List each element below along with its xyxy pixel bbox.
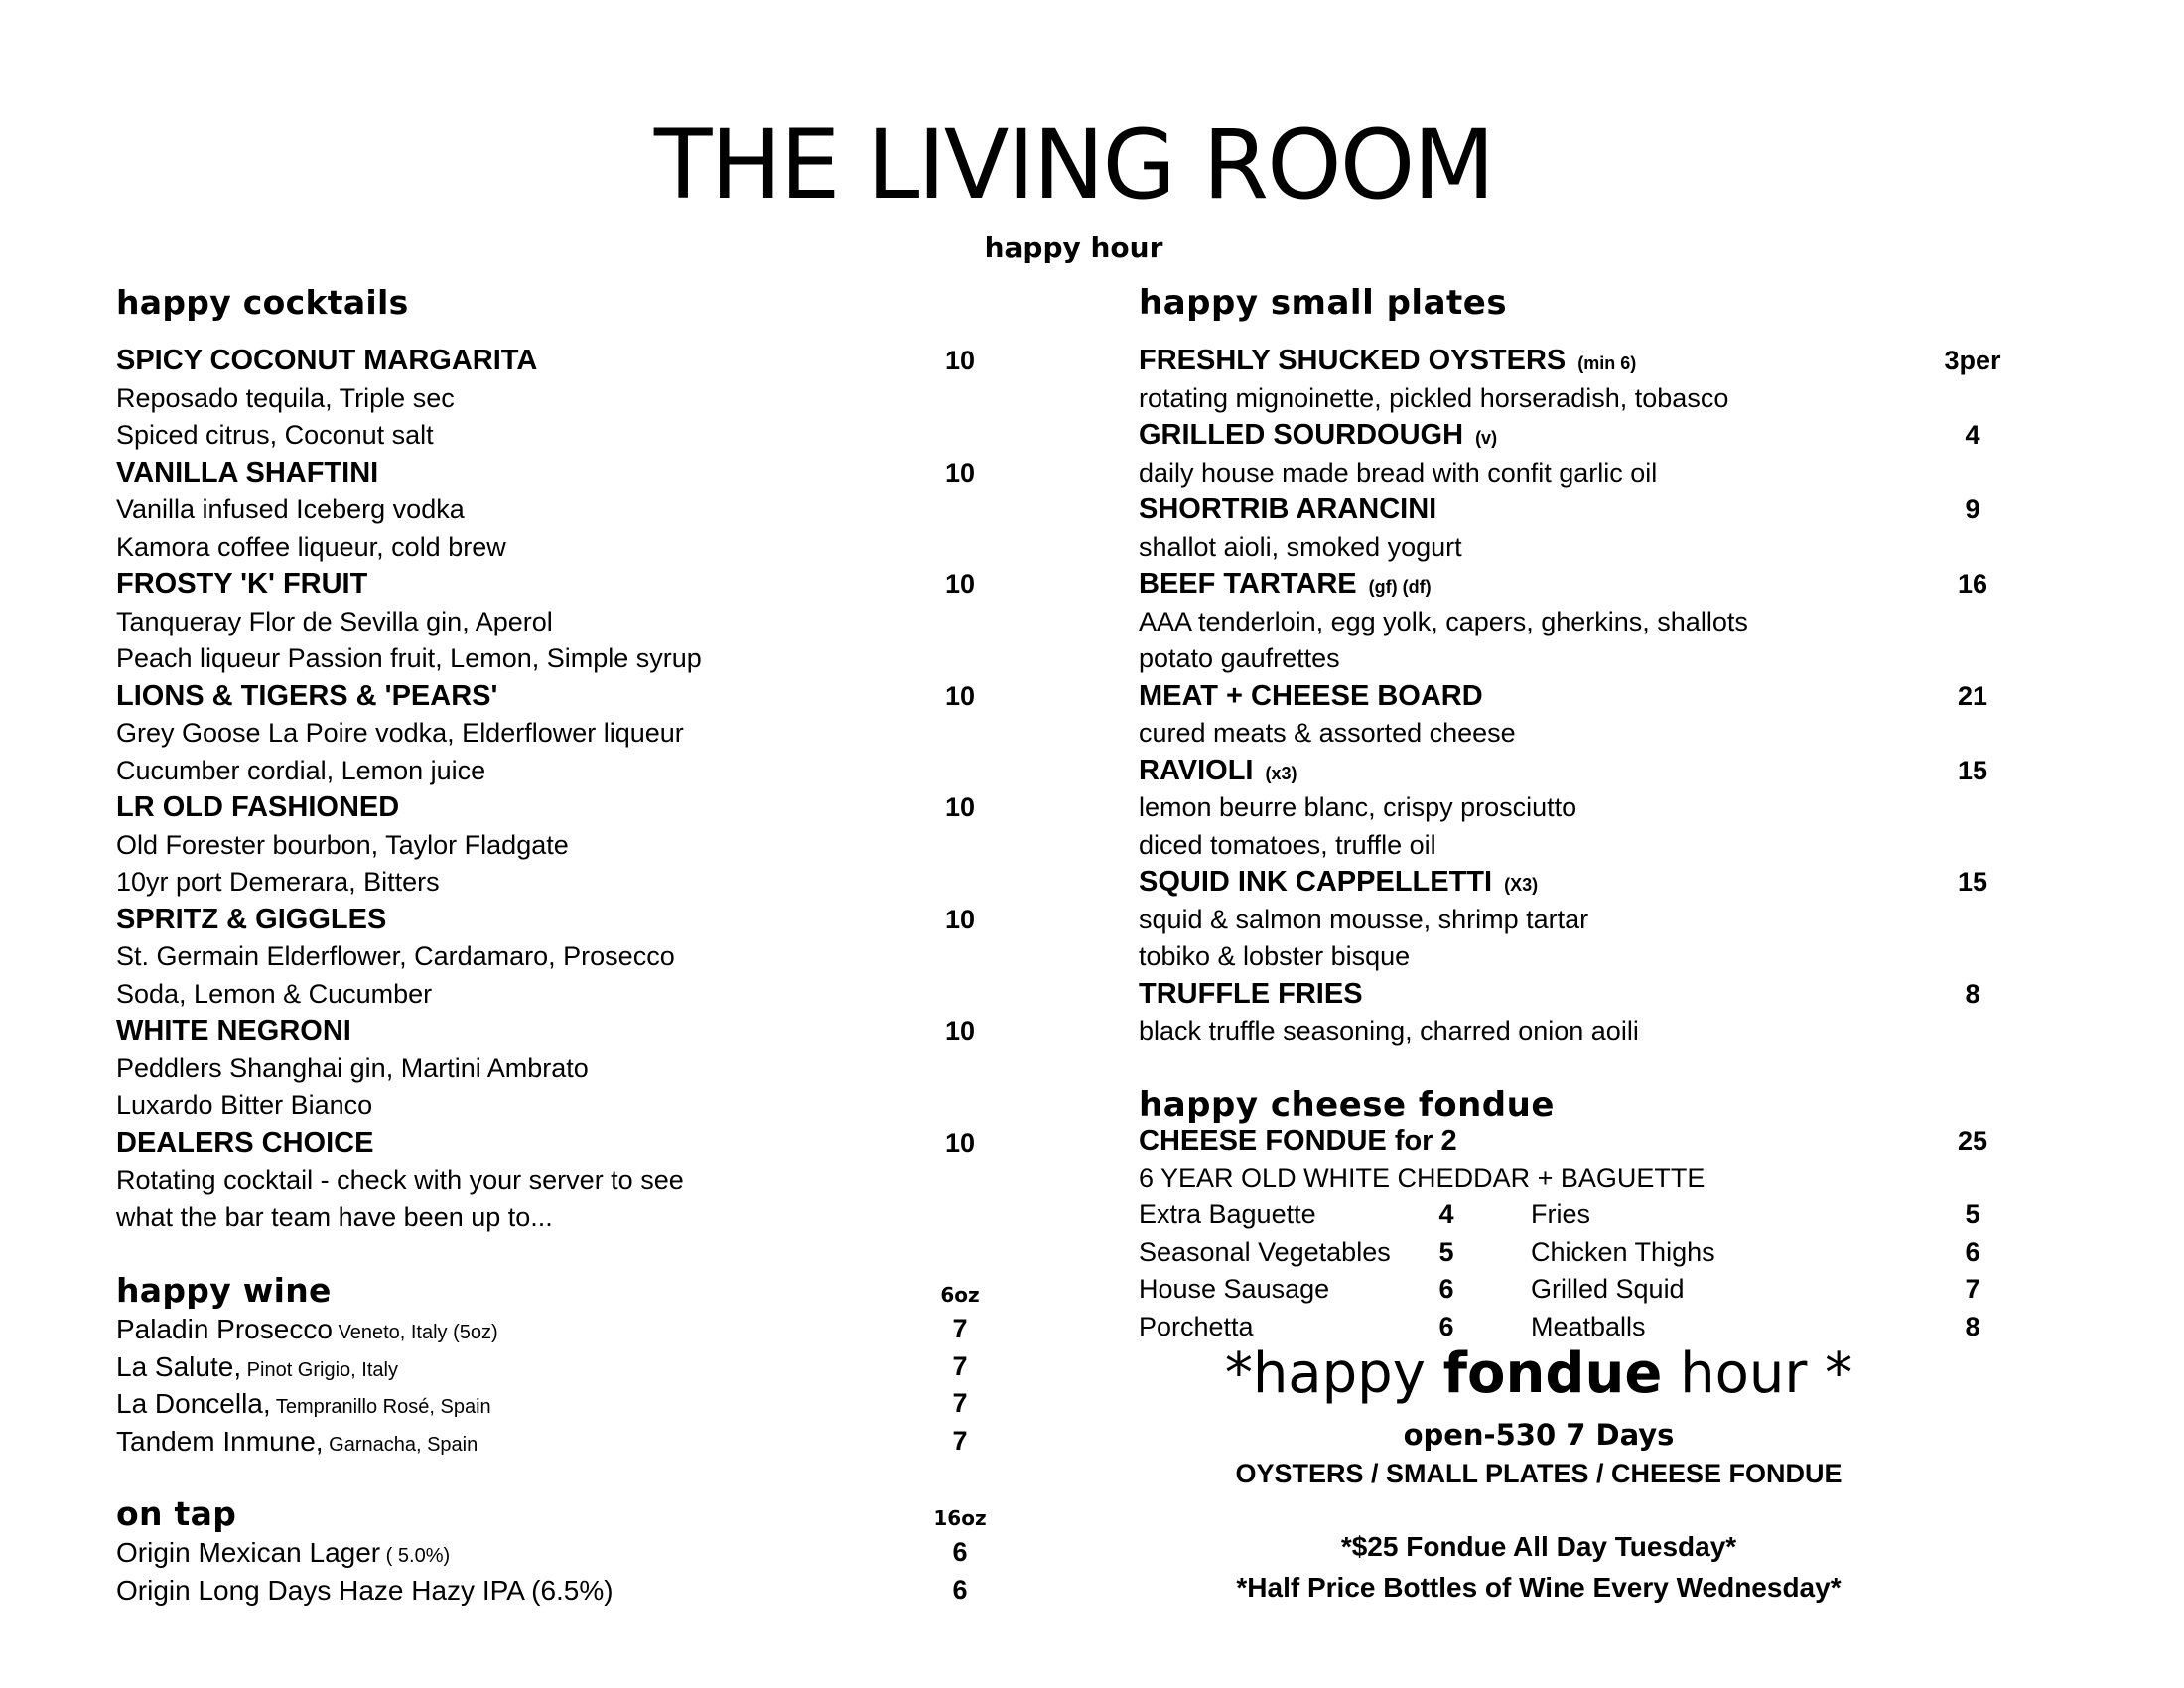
cocktail-description: Kamora coffee liqueur, cold brew: [116, 531, 506, 562]
plate-note: (X3): [1504, 875, 1539, 895]
plate-item: [1139, 976, 2032, 1013]
promo-hours: open-530 7 Days: [1403, 1418, 1675, 1452]
plate-name-text: GRILLED SOURDOUGH: [1139, 419, 1464, 451]
addon-price: 4: [1438, 1199, 1454, 1229]
cocktail-description: what the bar team have been up to...: [116, 1201, 553, 1232]
fondue-item: [1139, 1123, 2032, 1160]
plate-name: [1139, 566, 1432, 606]
plate-item: [1139, 343, 2032, 379]
plate-name: [1139, 417, 1497, 457]
wine-price: 7: [952, 1350, 968, 1381]
addon-price: 7: [1965, 1274, 1980, 1304]
tap-item: [116, 1572, 614, 1613]
cocktail-name: SPRITZ & GIGGLES: [116, 903, 387, 935]
cocktail-name: LIONS & TIGERS & 'PEARS': [116, 679, 498, 712]
cocktail-item: [116, 1125, 1010, 1162]
cocktails-heading: happy cocktails: [116, 283, 409, 322]
cocktail-item: [116, 902, 1010, 938]
cocktail-name: LR OLD FASHIONED: [116, 791, 400, 823]
addon-name: Seasonal Vegetables: [1139, 1236, 1391, 1267]
tap-item: [116, 1534, 450, 1575]
cocktail-price: 10: [944, 569, 976, 599]
wine-detail: Veneto, Italy (5oz): [332, 1322, 498, 1343]
cocktail-description: Rotating cocktail - check with your server to see: [116, 1165, 684, 1195]
plate-description: tobiko & lobster bisque: [1139, 941, 1411, 971]
plate-description: daily house made bread with confit garlic oil: [1139, 457, 1658, 488]
plate-item: [1139, 492, 2032, 528]
cocktail-description: Cucumber cordial, Lemon juice: [116, 755, 486, 785]
cocktail-price: 10: [944, 346, 976, 375]
addon-price: 6: [1438, 1274, 1454, 1304]
plate-name: [1139, 864, 1538, 904]
plate-name-text: RAVIOLI: [1139, 754, 1254, 786]
tap-price: 6: [952, 1537, 968, 1567]
fondue-name: CHEESE FONDUE for 2: [1139, 1125, 1457, 1157]
fondue-price: 25: [1957, 1126, 1988, 1156]
tap-name: Origin Mexican Lager: [116, 1537, 381, 1568]
cocktail-description: Old Forester bourbon, Taylor Fladgate: [116, 829, 569, 860]
wine-heading: happy wine: [116, 1271, 332, 1310]
cocktail-description: Grey Goose La Poire vodka, Elderflower liqueur: [116, 718, 684, 748]
wine-name: Paladin Prosecco: [116, 1314, 333, 1344]
tap-detail: ( 5.0%): [380, 1545, 451, 1567]
cocktail-item: [116, 1013, 1010, 1050]
wine-price: 7: [952, 1425, 968, 1456]
cocktail-price: 10: [944, 680, 976, 711]
plate-price: 9: [1965, 494, 1980, 524]
tap-name: Origin Long Days Haze Hazy IPA (6.5%): [116, 1574, 614, 1606]
promo-title-end: hour *: [1662, 1341, 1853, 1406]
plate-name-text: SHORTRIB ARANCINI: [1139, 493, 1437, 525]
plate-name: [1139, 492, 1436, 528]
plate-item: [1139, 864, 2032, 901]
plate-note: (v): [1475, 428, 1498, 448]
plate-price: 16: [1957, 569, 1988, 599]
cocktail-name: FROSTY 'K' FRUIT: [116, 568, 368, 600]
plate-name-text: BEEF TARTARE: [1139, 568, 1357, 600]
tap-heading: on tap: [116, 1494, 237, 1533]
menu-subtitle: happy hour: [984, 231, 1163, 264]
cocktail-item: [116, 678, 1010, 715]
plate-item: [1139, 417, 2032, 454]
plate-description: diced tomatoes, truffle oil: [1139, 829, 1436, 860]
cocktail-description: Tanqueray Flor de Sevilla gin, Aperol: [116, 606, 553, 636]
addon-price: 5: [1438, 1236, 1454, 1267]
cocktail-name: VANILLA SHAFTINI: [116, 456, 379, 489]
addon-price: 6: [1438, 1311, 1454, 1341]
plate-note: (min 6): [1577, 353, 1637, 373]
promo-title-start: *happy: [1224, 1341, 1443, 1406]
wine-price: 7: [952, 1388, 968, 1418]
cocktail-description: Peach liqueur Passion fruit, Lemon, Simple syrup: [116, 643, 702, 673]
small-plates-section: [1139, 283, 2032, 1048]
cocktail-price: 10: [944, 457, 976, 488]
cocktail-description: Spiced citrus, Coconut salt: [116, 420, 434, 450]
plate-description: shallot aioli, smoked yogurt: [1139, 531, 1462, 562]
addon-name: Meatballs: [1531, 1311, 1646, 1341]
wine-section: [116, 1271, 1010, 1470]
plate-description: lemon beurre blanc, crispy prosciutto: [1139, 792, 1577, 822]
plate-note: (gf) (df): [1368, 577, 1432, 597]
promo-title-bold: fondue: [1442, 1341, 1663, 1406]
plate-description: black truffle seasoning, charred onion aoili: [1139, 1016, 1639, 1046]
plate-name: [1139, 976, 1363, 1013]
wine-name: Tandem Inmune,: [116, 1425, 324, 1457]
cocktail-name: WHITE NEGRONI: [116, 1015, 351, 1047]
wine-detail: Garnacha, Spain: [323, 1433, 478, 1456]
wine-item: [116, 1423, 478, 1464]
addon-name: Extra Baguette: [1139, 1199, 1316, 1229]
plate-name-text: SQUID INK CAPPELLETTI: [1139, 866, 1493, 898]
plate-name: [1139, 753, 1297, 792]
cocktail-name: DEALERS CHOICE: [116, 1126, 374, 1159]
promo-tuesday: *$25 Fondue All Day Tuesday*: [1340, 1531, 1737, 1562]
plate-price: 4: [1965, 420, 1980, 450]
wine-detail: Pinot Grigio, Italy: [241, 1358, 398, 1381]
promo-title: [1122, 1342, 1956, 1406]
wine-item: [116, 1385, 491, 1426]
plate-item: [1139, 678, 2032, 715]
plate-note: (x3): [1265, 763, 1297, 783]
cocktail-item: [116, 343, 1010, 379]
cocktail-price: 10: [944, 792, 976, 822]
plate-description: potato gaufrettes: [1139, 643, 1340, 673]
wine-name: La Doncella,: [116, 1388, 271, 1419]
cocktail-description: Luxardo Bitter Bianco: [116, 1090, 373, 1120]
plate-price: 15: [1957, 867, 1988, 897]
plate-item: [1139, 753, 2032, 789]
plate-description: cured meats & assorted cheese: [1139, 718, 1516, 748]
cocktail-item: [116, 789, 1010, 826]
plate-name-text: MEAT + CHEESE BOARD: [1139, 679, 1483, 712]
cocktail-description: 10yr port Demerara, Bitters: [116, 867, 440, 897]
cocktail-price: 10: [944, 904, 976, 934]
cocktail-description: Reposado tequila, Triple sec: [116, 382, 455, 413]
cocktail-description: Peddlers Shanghai gin, Martini Ambrato: [116, 1053, 589, 1083]
plate-description: squid & salmon mousse, shrimp tartar: [1139, 904, 1589, 934]
fondue-description: 6 YEAR OLD WHITE CHEDDAR + BAGUETTE: [1139, 1163, 1706, 1193]
plate-name: [1139, 343, 1636, 382]
tap-price: 6: [952, 1574, 968, 1605]
fondue-section: [1139, 1085, 2032, 1343]
cocktail-item: [116, 566, 1010, 603]
plate-price: 21: [1957, 680, 1988, 711]
menu-title: THE LIVING ROOM: [653, 109, 1494, 220]
fondue-heading: happy cheese fondue: [1139, 1085, 1555, 1125]
tap-section: [116, 1494, 1010, 1623]
addon-price: 8: [1965, 1311, 1980, 1341]
plate-description: rotating mignoinette, pickled horseradish, tobasco: [1139, 382, 1729, 413]
cocktail-name: SPICY COCONUT MARGARITA: [116, 345, 538, 376]
addon-price: 6: [1965, 1236, 1980, 1267]
cocktails-section: [116, 283, 1010, 1236]
plate-item: [1139, 566, 2032, 603]
plate-name-text: TRUFFLE FRIES: [1139, 977, 1363, 1010]
wine-price: 7: [952, 1314, 968, 1343]
addon-name: Grilled Squid: [1531, 1274, 1685, 1304]
wine-size-label: 6oz: [940, 1283, 980, 1307]
addon-name: Porchetta: [1139, 1311, 1254, 1341]
wine-detail: Tempranillo Rosé, Spain: [270, 1396, 491, 1418]
tap-size-label: 16oz: [933, 1506, 987, 1530]
plate-description: AAA tenderloin, egg yolk, capers, gherkins, shallots: [1139, 606, 1748, 636]
plate-name-text: FRESHLY SHUCKED OYSTERS: [1139, 345, 1567, 376]
plate-price: 8: [1965, 978, 1980, 1009]
cocktail-item: [116, 455, 1010, 492]
cocktail-description: St. Germain Elderflower, Cardamaro, Prosecco: [116, 941, 675, 971]
addon-price: 5: [1965, 1199, 1980, 1229]
wine-item: [116, 1348, 398, 1389]
addon-name: Fries: [1531, 1199, 1590, 1229]
cocktail-description: Soda, Lemon & Cucumber: [116, 978, 433, 1009]
cocktail-price: 10: [944, 1127, 976, 1158]
plate-name: [1139, 678, 1483, 715]
plate-price: 15: [1957, 755, 1988, 785]
cocktail-description: Vanilla infused Iceberg vodka: [116, 494, 465, 524]
plate-price: 3per: [1944, 346, 2001, 375]
promo-includes: OYSTERS / SMALL PLATES / CHEESE FONDUE: [1235, 1459, 1843, 1488]
addon-name: Chicken Thighs: [1531, 1236, 1715, 1267]
small-plates-heading: happy small plates: [1139, 283, 1508, 323]
wine-name: La Salute,: [116, 1350, 242, 1382]
promo-wednesday: *Half Price Bottles of Wine Every Wednesday*: [1236, 1572, 1842, 1603]
cocktail-price: 10: [944, 1016, 976, 1046]
wine-item: [116, 1311, 498, 1351]
addon-name: House Sausage: [1139, 1274, 1330, 1304]
